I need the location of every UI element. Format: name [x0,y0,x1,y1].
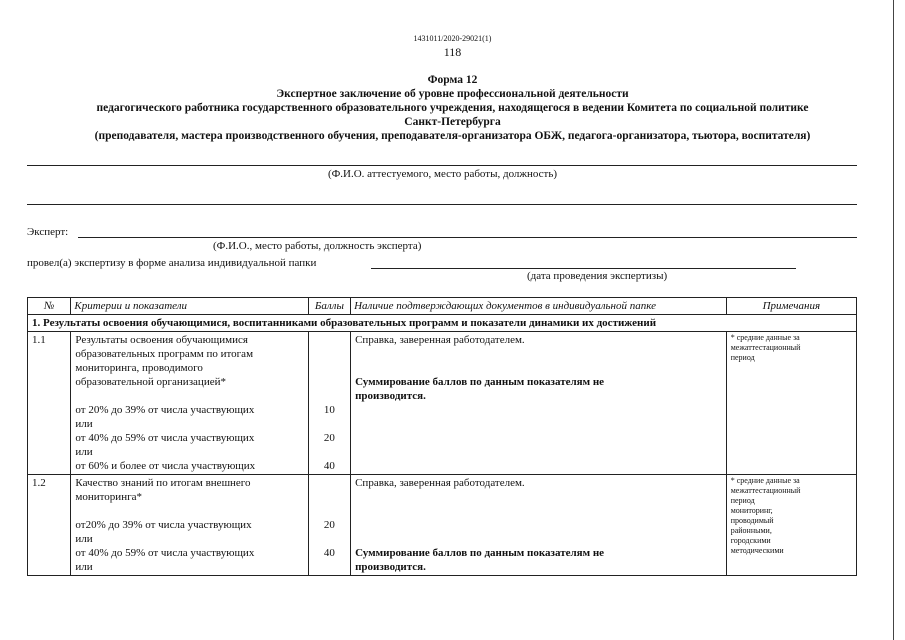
note-line: период [730,496,755,505]
criteria-line: Результаты освоения обучающимися [75,334,248,346]
table-row [28,475,857,576]
date-fill-line [371,268,796,269]
note-line: районными, [730,526,772,535]
table-header-row [28,298,857,315]
title-line-3: Санкт-Петербурга [404,116,501,128]
title-line-2: педагогического работника государственного образовательного учреждения, находящегося в ведении Комитета по социальной политике [96,102,809,114]
note-line: городскими [730,536,771,545]
note-line: * средние данные за [730,476,800,485]
header-points: Баллы [308,298,350,315]
row-points [308,475,350,576]
header-criteria: Критерии и показатели [71,298,308,315]
date-caption: (дата проведения экспертизы) [527,270,668,282]
criteria-line: от20% до 39% от числа участвующих [75,519,252,531]
documents-spacer [355,347,722,375]
criteria-line: от 40% до 59% от числа участвующих [75,432,255,444]
criteria-line: от 20% до 39% от числа участвующих [75,404,255,416]
header-notes: Примечания [726,298,856,315]
row-documents [351,475,727,576]
form-title: Форма 12 [427,74,478,86]
criteria-line: Качество знаний по итогам внешнего [75,477,251,489]
title-line-1: Экспертное заключение об уровне профессиональной деятельности [276,88,629,100]
document-code: 1431011/2020-29021(1) [413,34,492,43]
fio-caption: (Ф.И.О. аттестуемого, место работы, должность) [327,168,558,180]
note-line: межаттестационный [730,343,801,352]
documents-note: производится. [355,390,426,402]
criteria-line: или [75,533,93,545]
criteria-line: или [75,418,93,430]
criteria-table [27,297,857,576]
section-row [28,315,857,332]
expert-caption: (Ф.И.О., место работы, должность эксперта) [213,240,422,252]
fio-fill-line [27,165,857,166]
note-line: мониторинг, [730,506,773,515]
points-value: 10 [323,404,335,416]
row-criteria [71,332,308,475]
conducted-label: провел(а) экспертизу в форме анализа индивидуальной папки [27,257,317,269]
criteria-line: образовательных программ по итогам [75,348,254,360]
row-points [308,332,350,475]
criteria-line: мониторинга* [75,491,142,503]
documents-text: Справка, заверенная работодателем. [355,477,525,489]
row-criteria [71,475,308,576]
expert-label: Эксперт: [27,226,69,238]
expert-fill-line [78,237,857,238]
documents-text: Справка, заверенная работодателем. [355,334,525,346]
criteria-line: образовательной организацией* [75,376,226,388]
row-number: 1.1 [28,332,71,475]
points-spacer [313,445,346,459]
criteria-line: от 60% и более от числа участвующих [75,460,256,472]
criteria-line: от 40% до 59% от числа участвующих [75,547,255,559]
points-spacer [313,476,346,518]
table-row [28,332,857,475]
points-value: 20 [323,432,335,444]
points-spacer [313,333,346,403]
criteria-line: или [75,561,93,573]
row-notes [726,332,856,475]
points-spacer [313,532,346,546]
documents-note: Суммирование баллов по данным показателям не [355,376,605,388]
points-spacer [313,417,346,431]
section-1-title: 1. Результаты освоения обучающимися, воспитанниками образовательных программ и показатели динамики их достижений [28,315,857,332]
note-line: межаттестационный [730,486,801,495]
note-line: * средние данные за [730,333,800,342]
row-number: 1.2 [28,475,71,576]
blank-fill-line [27,204,857,205]
documents-note: производится. [355,561,426,573]
header-num: № [28,298,71,315]
note-line: проводимый [730,516,774,525]
points-value: 20 [323,519,335,531]
criteria-line [75,389,303,403]
documents-note: Суммирование баллов по данным показателям не [355,547,605,559]
page-number: 118 [443,45,462,59]
note-line: методическими [730,546,784,555]
documents-spacer [355,490,722,546]
points-value: 40 [323,460,335,472]
points-value: 40 [323,547,335,559]
header-documents: Наличие подтверждающих документов в индивидуальной папке [351,298,727,315]
row-notes [726,475,856,576]
row-documents [351,332,727,475]
note-line: период [730,353,755,362]
title-line-4: (преподавателя, мастера производственного обучения, преподавателя-организатора ОБЖ, педагога-организатора, тьютора, воспитателя) [94,130,811,142]
criteria-line: или [75,446,93,458]
criteria-line [75,504,303,518]
criteria-line: мониторинга, проводимого [75,362,203,374]
